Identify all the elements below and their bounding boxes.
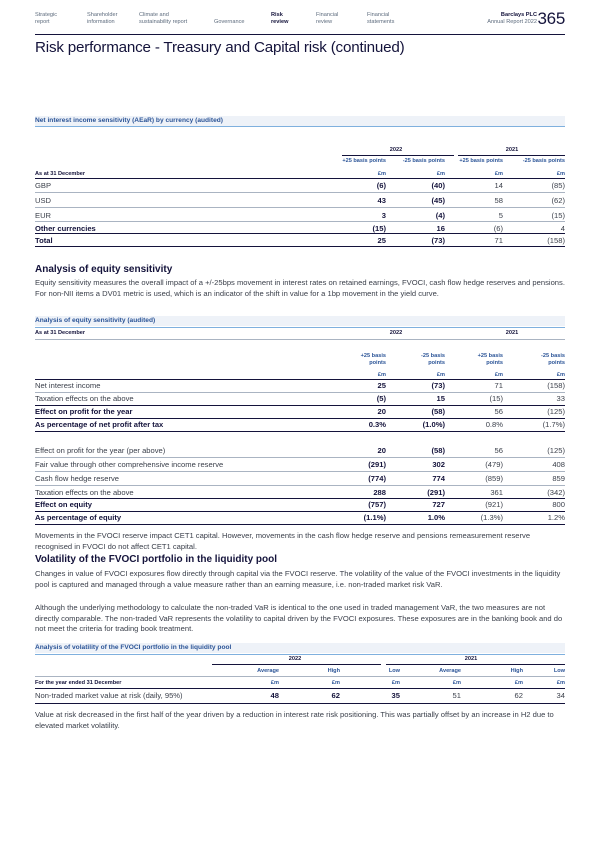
volatility-para-2: Although the underlying methodology to calculate the non-traded VaR is identical to the one used in traded management VaR, the two measures are not directly comparable. The non-traded VaR represents the volatility to capital driven by the FVOCI exposures. These exposures are in the banking book and do not meet the criteria for trading book treatment.	[35, 603, 563, 634]
t1-year-2021: 2021	[505, 147, 519, 153]
t1-unit: £m	[436, 171, 445, 177]
t3-year-line-2021	[386, 664, 565, 665]
nav-strategic-report[interactable]: Strategic report	[35, 12, 58, 25]
t2-rule	[35, 498, 565, 499]
t3-for-year: For the year ended 31 December	[35, 680, 122, 686]
nav-shareholder-information[interactable]: Shareholder information	[87, 12, 118, 25]
table2-title-rule	[35, 327, 565, 328]
t1-year-2022: 2022	[389, 147, 403, 153]
t3-rule	[35, 688, 565, 689]
t2-rule	[35, 471, 565, 472]
t3-col-heads: Average High Low Average High Low	[257, 668, 565, 674]
nav-climate-report[interactable]: Climate and sustainability report	[139, 12, 188, 25]
t2-rule	[35, 379, 565, 380]
t1-unit: £m	[556, 171, 565, 177]
nav-financial-statements[interactable]: Financial statements	[367, 12, 395, 25]
t2-rule	[35, 405, 565, 406]
table-row: As percentage of net profit after tax 0.3% (1.0%) 0.8% (1.7%)	[35, 420, 565, 429]
t1-rule	[35, 246, 565, 247]
var-final-para: Value at risk decreased in the first half of the year driven by a reduction in interest rate risk positioning. This was partially offset by an increase in H2 due to elevated market volatility.	[35, 710, 554, 730]
table-row: Taxation effects on the above 288 (291) 361 (342)	[35, 488, 565, 497]
table-row: GBP (6) (40) 14 (85)	[35, 181, 565, 190]
t2-rule	[35, 485, 565, 486]
table3-title: Analysis of volatility of the FVOCI portfolio in the liquidity pool	[35, 644, 232, 651]
t2-head: -25 basis points	[541, 353, 565, 366]
table-row: USD 43 (45) 58 (62)	[35, 196, 565, 205]
t3-year-2021: 2021	[464, 656, 478, 662]
t3-units-row: For the year ended 31 December £m £m £m £m £m £m	[35, 680, 565, 686]
corp-name: Barclays PLC	[500, 12, 537, 18]
t1-rule	[35, 221, 565, 222]
t2-rule	[35, 524, 565, 525]
nav-governance[interactable]: Governance	[214, 19, 245, 25]
table-row: Other currencies (15) 16 (6) 4	[35, 224, 565, 233]
table1-title-rule	[35, 126, 565, 127]
page-title: Risk performance - Treasury and Capital risk (continued)	[35, 39, 405, 56]
page-number: 365	[537, 9, 565, 28]
t2-head: +25 basis points	[360, 353, 386, 366]
t2-rule	[35, 457, 565, 458]
t2-as-at: As at 31 December	[35, 330, 86, 336]
report-label	[487, 12, 537, 26]
t2-year-2022: 2022	[389, 330, 403, 336]
t1-rule	[35, 207, 565, 208]
volatility-heading: Volatility of the FVOCI portfolio in the liquidity pool	[35, 554, 278, 565]
equity-sensitivity-heading: Analysis of equity sensitivity	[35, 264, 173, 275]
t2-head: -25 basis points	[421, 353, 445, 366]
table3-title-rule	[35, 654, 565, 655]
table-row: Non-traded market value at risk (daily, 95%) 48 62 35 51 62 34	[35, 691, 565, 700]
table-row: Taxation effects on the above (5) 15 (15) 33	[35, 394, 565, 403]
table-row: Fair value through other comprehensive income reserve (291) 302 (479) 408	[35, 460, 565, 469]
nav-financial-review[interactable]: Financial review	[316, 12, 339, 25]
t2-rule	[35, 431, 565, 432]
t2-rule	[35, 339, 565, 340]
t2-col-heads	[35, 353, 565, 369]
t1-head-2022-up: +25 basis points	[342, 158, 386, 164]
t2-year-2021: 2021	[505, 330, 519, 336]
t2-units-row: £m £m £m £m	[377, 372, 565, 378]
table-row: EUR 3 (4) 5 (15)	[35, 211, 565, 220]
t3-rule	[35, 676, 565, 677]
section-nav	[35, 9, 565, 36]
t1-head-2021-up: +25 basis points	[459, 158, 503, 164]
t2-rule	[35, 418, 565, 419]
nav-risk-review[interactable]: Risk review	[271, 12, 289, 25]
table-row: Effect on equity (757) 727 (921) 800	[35, 500, 565, 509]
t1-rule	[35, 192, 565, 193]
report-name: Annual Report 2022	[487, 19, 537, 25]
table-row: Effect on profit for the year (per above) 20 (58) 56 (125)	[35, 446, 565, 455]
table-row-total: Total 25 (73) 71 (158)	[35, 236, 565, 245]
equity-sensitivity-para: Equity sensitivity measures the overall impact of a +/-25bps movement in interest rates on retained earnings, FVOCI, cash flow hedge reserves and pensions. For non-NII items a DV01 metric is used, which is an indicator of the shift in value for a 1bp movement in the yield curve.	[35, 278, 565, 298]
table-row: Cash flow hedge reserve (774) 774 (859) 859	[35, 474, 565, 483]
t1-year-line-2022	[342, 155, 454, 156]
t3-rule	[35, 703, 565, 704]
t1-year-line-2021	[458, 155, 565, 156]
t1-head-2021-down: -25 basis points	[522, 158, 565, 164]
t2-head: +25 basis points	[477, 353, 503, 366]
t2-rule	[35, 511, 565, 512]
t1-as-at: As at 31 December	[35, 171, 86, 177]
fvoci-movements-para: Movements in the FVOCI reserve impact CET1 capital. However, movements in the cash flow hedge reserve and pensions remeasurement reserve recognised in FVOCI do not affect CET1 capital.	[35, 531, 531, 551]
t1-col-heads	[35, 158, 565, 171]
table1-title: Net interest income sensitivity (AEaR) by currency (audited)	[35, 117, 223, 124]
header-divider	[35, 34, 565, 35]
t2-rule	[35, 392, 565, 393]
t1-rule	[35, 178, 565, 179]
t3-year-2022: 2022	[288, 656, 302, 662]
table-row: Effect on profit for the year 20 (58) 56 (125)	[35, 407, 565, 416]
t1-rule	[35, 233, 565, 234]
table2-title: Analysis of equity sensitivity (audited)	[35, 317, 156, 324]
t3-year-line-2022	[212, 664, 381, 665]
t1-unit: £m	[494, 171, 503, 177]
table-row: As percentage of equity (1.1%) 1.0% (1.3%) 1.2%	[35, 513, 565, 522]
table-row: Net interest income 25 (73) 71 (158)	[35, 381, 565, 390]
t1-unit: £m	[377, 171, 386, 177]
volatility-para-1: Changes in value of FVOCI exposures flow directly through capital via the FVOCI reserve. The volatility of the value of the FVOCI investments in the liquidity pool is captured and managed through a value measure rather than an earning measure, i.e. non-traded market risk VaR.	[35, 569, 561, 589]
t1-head-2022-down: -25 basis points	[402, 158, 445, 164]
